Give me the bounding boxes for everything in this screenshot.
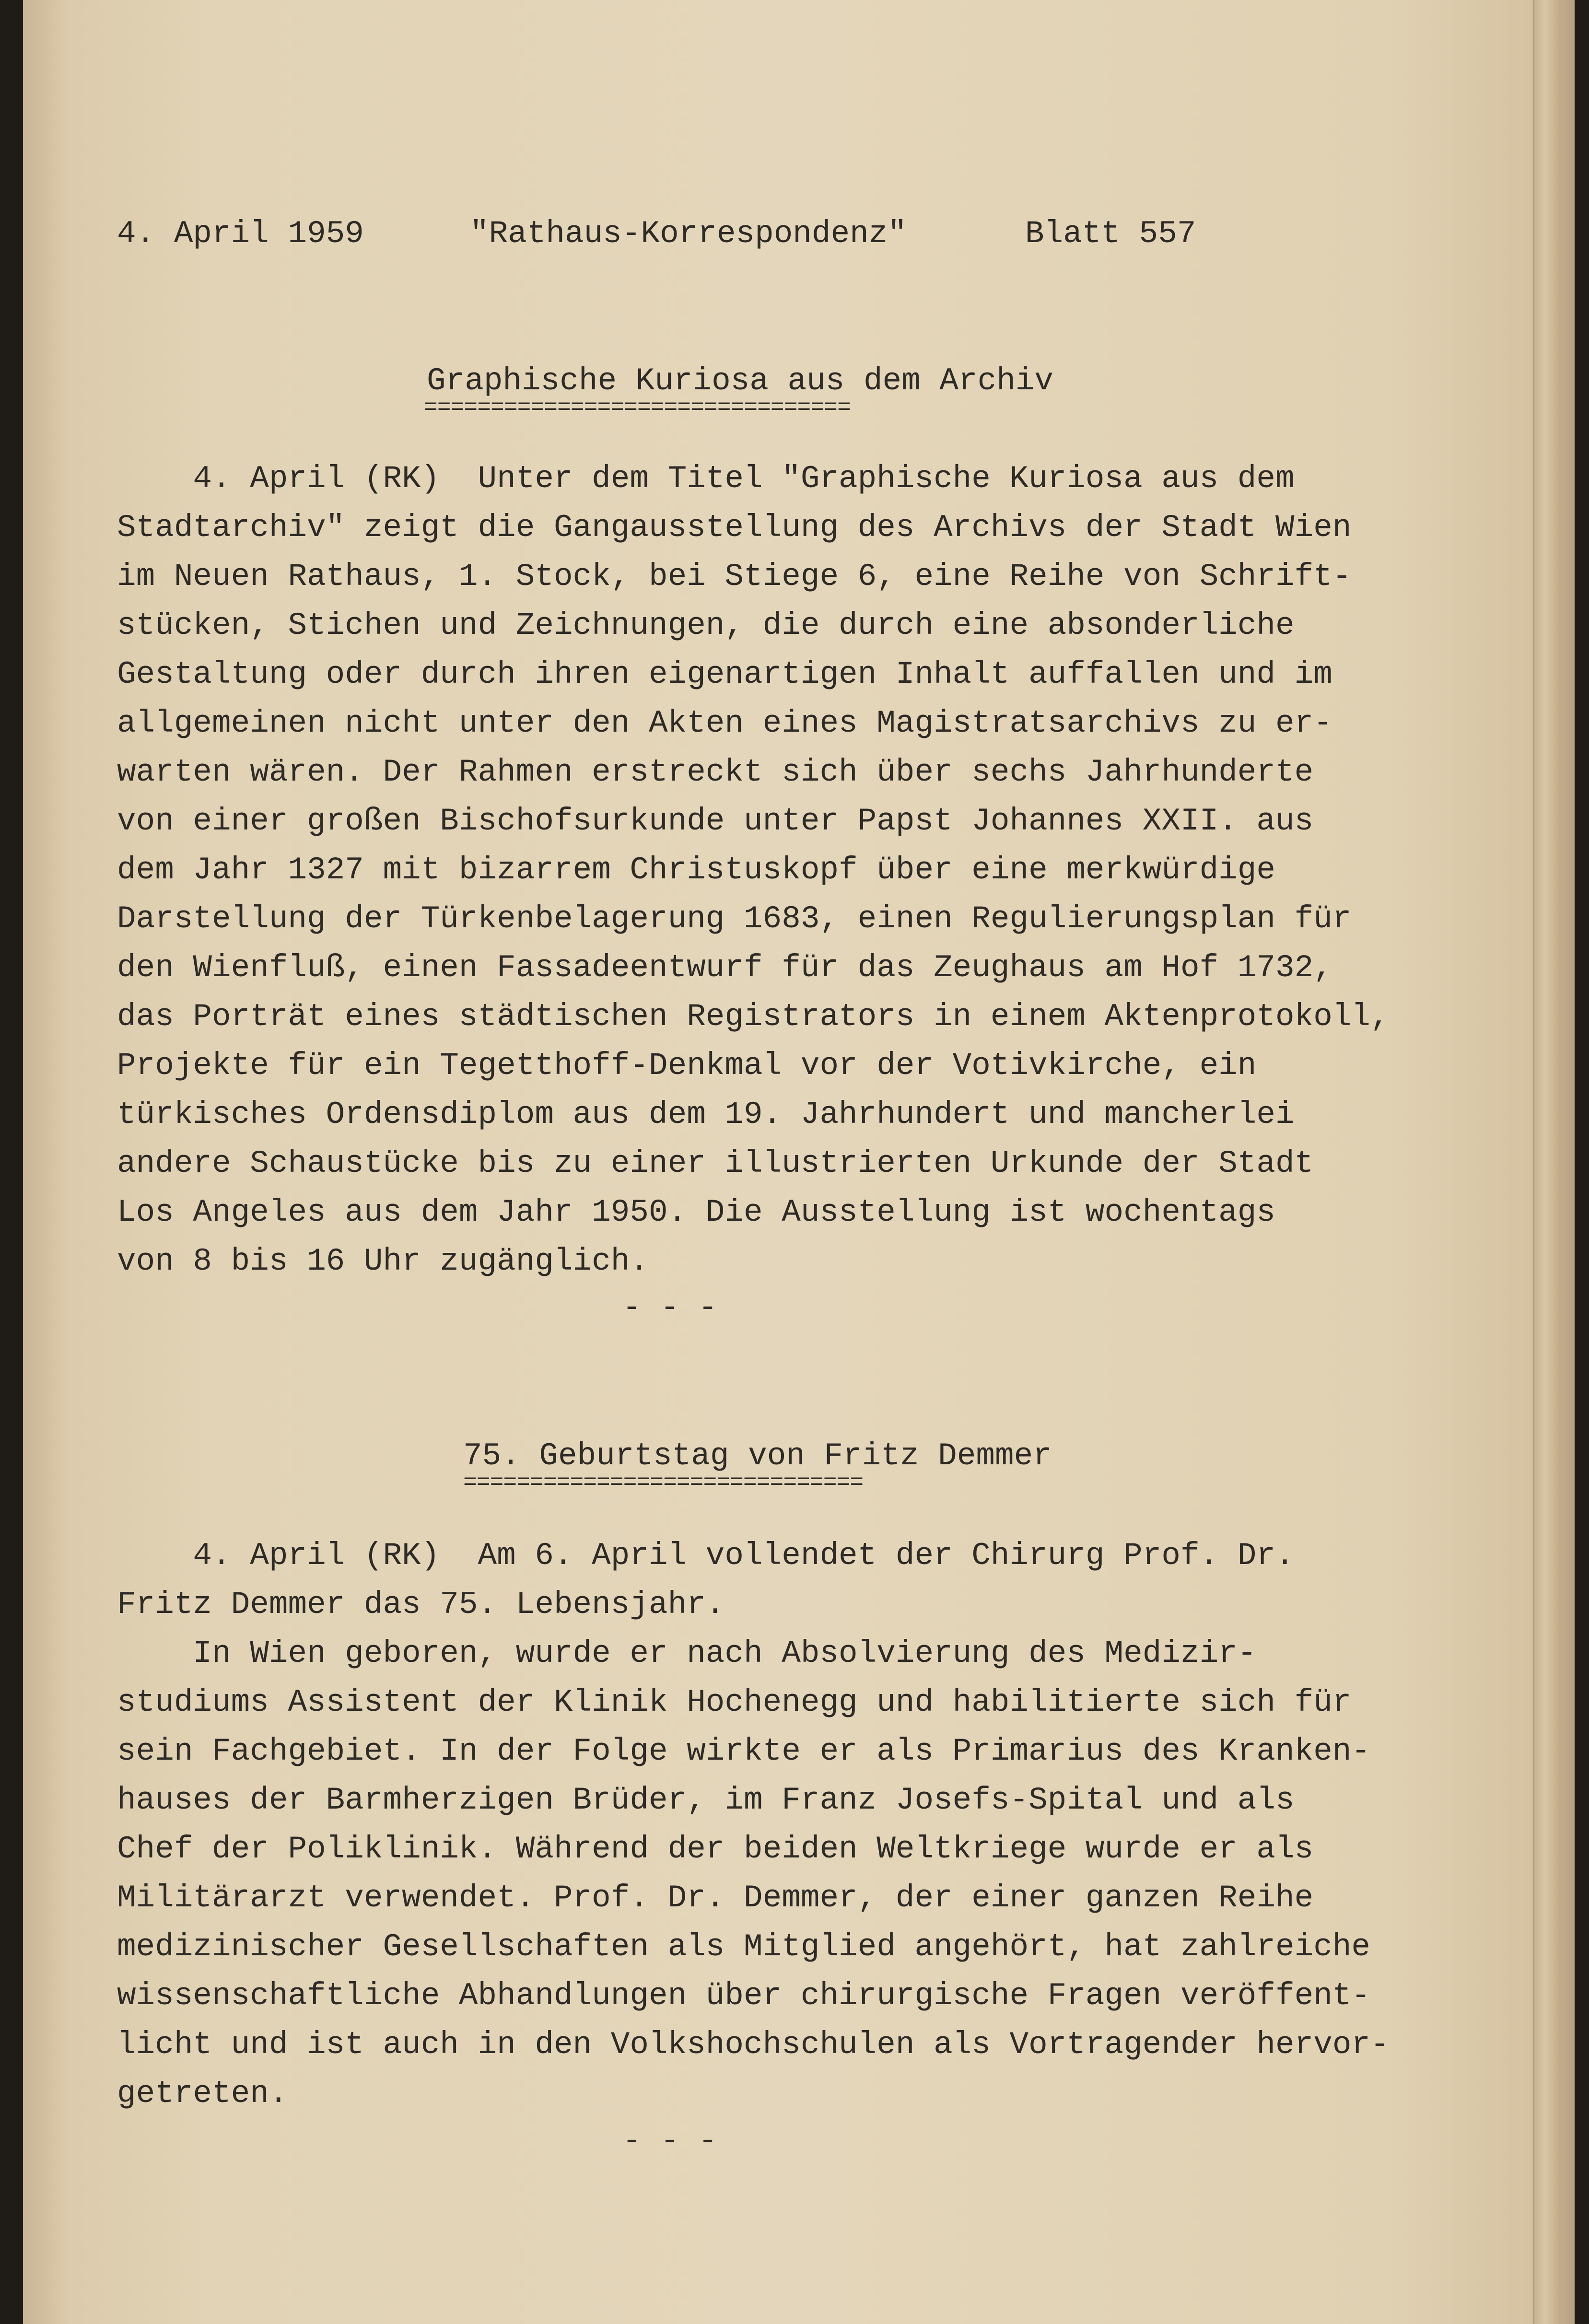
article1-title-rule: ================================: [424, 395, 851, 421]
article2-line: studiums Assistent der Klinik Hochenegg und habilitierte sich für: [117, 1684, 1352, 1720]
header-sheet-number: Blatt 557: [1025, 216, 1196, 252]
article1-end-mark: - - -: [622, 1290, 718, 1326]
header-date: 4. April 1959: [117, 216, 364, 252]
article2-line: wissenschaftliche Abhandlungen über chirurgische Fragen veröffent-: [117, 1978, 1371, 2014]
article1-line: Projekte für ein Tegetthoff-Denkmal vor der Votivkirche, ein: [117, 1048, 1257, 1084]
article1-line: Gestaltung oder durch ihren eigenartigen Inhalt auffallen und im: [117, 656, 1332, 692]
article1-line: Los Angeles aus dem Jahr 1950. Die Ausstellung ist wochentags: [117, 1194, 1275, 1230]
article2-title-rule: ==============================: [463, 1470, 864, 1496]
article1-line: Stadtarchiv" zeigt die Gangausstellung des Archivs der Stadt Wien: [117, 510, 1352, 546]
article1-line: warten wären. Der Rahmen erstreckt sich über sechs Jahrhunderte: [117, 754, 1314, 790]
article2-line: licht und ist auch in den Volkshochschulen als Vortragender hervor-: [117, 2027, 1390, 2063]
article2-end-mark: - - -: [622, 2123, 718, 2159]
article2-line: getreten.: [117, 2076, 288, 2112]
article1-line: das Porträt eines städtischen Registrators in einem Aktenprotokoll,: [117, 999, 1390, 1035]
article2-line: In Wien geboren, wurde er nach Absolvierung des Medizir-: [117, 1635, 1257, 1671]
article2-line: Chef der Poliklinik. Während der beiden Weltkriege wurde er als: [117, 1831, 1314, 1867]
article1-line: 4. April (RK) Unter dem Titel "Graphische Kuriosa aus dem: [117, 461, 1295, 497]
article1-line: stücken, Stichen und Zeichnungen, die durch eine absonderliche: [117, 607, 1295, 643]
article1-line: andere Schaustücke bis zu einer illustrierten Urkunde der Stadt: [117, 1145, 1314, 1181]
article1-line: im Neuen Rathaus, 1. Stock, bei Stiege 6, eine Reihe von Schrift-: [117, 559, 1352, 595]
article1-line: Darstellung der Türkenbelagerung 1683, einen Regulierungsplan für: [117, 901, 1352, 937]
article2-line: medizinischer Gesellschaften als Mitglied angehört, hat zahlreiche: [117, 1929, 1371, 1965]
article1-line: von 8 bis 16 Uhr zugänglich.: [117, 1243, 649, 1279]
article2-line: hauses der Barmherzigen Brüder, im Franz Josefs-Spital und als: [117, 1782, 1295, 1818]
article1-line: von einer großen Bischofsurkunde unter Papst Johannes XXII. aus: [117, 803, 1314, 839]
article1-line: allgemeinen nicht unter den Akten eines Magistratsarchivs zu er-: [117, 705, 1332, 741]
article2-line: Fritz Demmer das 75. Lebensjahr.: [117, 1587, 725, 1623]
article1-title: Graphische Kuriosa aus dem Archiv: [427, 363, 1054, 399]
article2-title: 75. Geburtstag von Fritz Demmer: [463, 1438, 1052, 1474]
article2-line: sein Fachgebiet. In der Folge wirkte er als Primarius des Kranken-: [117, 1733, 1371, 1769]
article1-line: türkisches Ordensdiplom aus dem 19. Jahrhundert und mancherlei: [117, 1097, 1295, 1133]
article2-line: Militärarzt verwendet. Prof. Dr. Demmer, der einer ganzen Reihe: [117, 1880, 1314, 1916]
article1-line: dem Jahr 1327 mit bizarrem Christuskopf über eine merkwürdige: [117, 852, 1275, 888]
article2-line: 4. April (RK) Am 6. April vollendet der Chirurg Prof. Dr.: [117, 1538, 1295, 1574]
page-edge: [1533, 0, 1561, 2324]
article1-line: den Wienfluß, einen Fassadeentwurf für das Zeughaus am Hof 1732,: [117, 950, 1332, 986]
header-publication: "Rathaus-Korrespondenz": [470, 216, 907, 252]
